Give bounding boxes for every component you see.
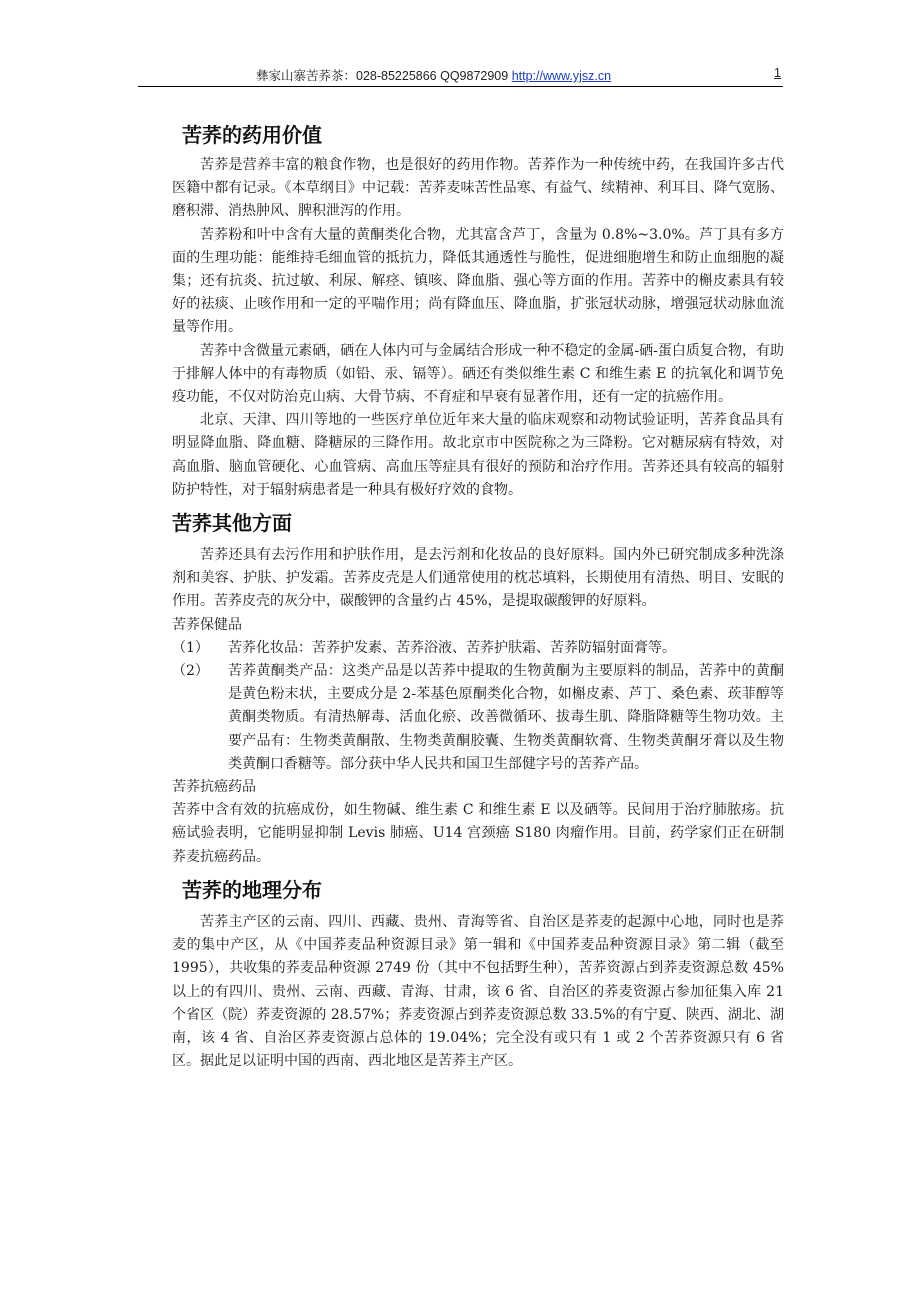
paragraph: 北京、天津、四川等地的一些医疗单位近年来大量的临床观察和动物试验证明，苦荞食品具有明显降血脂、降血糖、降糖尿的三降作用。故北京市中医院称之为三降粉。它对糖尿病有特效，对高血脂、脑血管硬化、心血管病、高血压等症具有很好的预防和治疗作用。苦荞还具有较高的辐射防护特性，对于辐射病患者是一种具有极好疗效的食物。 bbox=[172, 412, 784, 498]
section-title-other: 苦荞其他方面 bbox=[172, 511, 292, 536]
page-header bbox=[138, 66, 783, 87]
paragraph: 苦荞中含微量元素硒，硒在人体内可与金属结合形成一种不稳定的金属-硒-蛋白质复合物，有助于排解人体中的有毒物质（如铅、汞、镉等）。硒还有类似维生素 C 和维生素 E 的抗氧化和调节免疫功能，不仅对防治克山病、大骨节病、不育症和早衰有显著作用，还有一定的抗癌作用。 bbox=[172, 342, 784, 406]
paragraph: 苦荞中含有效的抗癌成份，如生物碱、维生素 C 和维生素 E 以及硒等。民间用于治疗肺脓疡。抗癌试验表明，它能明显抑制 Levis 肺癌、U14 宫颈癌 S180 肉瘤作用。目前，药学家们正在研制荞麦抗癌药品。 bbox=[172, 802, 784, 865]
list-item bbox=[172, 660, 784, 776]
header-text: 彝家山寨苦荞茶：028-85225866 QQ9872909 http://www.yjsz.cn bbox=[256, 69, 612, 83]
header-website-link[interactable]: http://www.yjsz.cn bbox=[511, 69, 612, 83]
paragraph: 苦荞还具有去污作用和护肤作用，是去污剂和化妆品的良好原料。国内外已研究制成多种洗涤剂和美容、护肤、护发霜。苦荞皮壳是人们通常使用的枕芯填料，长期使用有清热、明目、安眠的作用。苦荞皮壳的灰分中，碳酸钾的含量约占 45%，是提取碳酸钾的好原料。 bbox=[172, 547, 784, 610]
anticancer-label: 苦荞抗癌药品 bbox=[172, 779, 256, 796]
paragraph: 苦荞主产区的云南、四川、西藏、贵州、青海等省、自治区是荞麦的起源中心地，同时也是荞麦的集中产区，从《中国荞麦品种资源目录》第一辑和《中国荞麦品种资源目录》第二辑（截至 1995），共收集的荞麦品种资源 2749 份（其中不包括野生种），苦荞资源占到荞麦资源总数 45%以上的有四川、贵州、云南、西藏、青海、甘肃，该 6 省、自治区的荞麦资源占参加征集入库 21 个省区（院）荞麦资源的 28.57%；荞麦资源占到荞麦资源总数 33.5%的有宁夏、陕西、湖北、湖南，该 4 省、自治区荞麦资源占总体的 19.04%；完全没有或只有 1 或 2 个苦荞资源只有 6 省区。据此足以证明中国的西南、西北地区是苦荞主产区。 bbox=[172, 913, 784, 1070]
list-item-number: （1） bbox=[172, 639, 209, 656]
page-number: 1 bbox=[774, 66, 781, 80]
paragraph: 苦荞是营养丰富的粮食作物，也是很好的药用作物。苦荞作为一种传统中药，在我国许多古代医籍中都有记录。《本草纲目》中记载：苦荞麦味苦性品寒、有益气、续精神、利耳目、降气宽肠、磨积滞、消热肿风、脾积泄泻的作用。 bbox=[172, 157, 784, 220]
list-item-text: 苦荞黄酮类产品：这类产品是以苦荞中提取的生物黄酮为主要原料的制品，苦荞中的黄酮是黄色粉末状，主要成分是 2-苯基色原酮类化合物，如槲皮素、芦丁、桑色素、莰菲醇等黄酮类物质。有清热解毒、活血化瘀、改善微循环、拔毒生肌、降脂降糖等生物功效。主要产品有：生物类黄酮散、生物类黄酮胶囊、生物类黄酮软膏、生物类黄酮牙膏以及生物类黄酮口香糖等。部分获中华人民共和国卫生部健字号的苦荞产品。 bbox=[228, 663, 784, 772]
section-title-medicinal: 苦荞的药用价值 bbox=[182, 123, 322, 147]
document-body bbox=[172, 118, 784, 1073]
health-products-label: 苦荞保健品 bbox=[172, 616, 242, 633]
paragraph: 苦荞粉和叶中含有大量的黄酮类化合物，尤其富含芦丁，含量为 0.8%~3.0%。芦丁具有多方面的生理功能：能维持毛细血管的抵抗力，降低其通透性与脆性，促进细胞增生和防止血细胞的凝集；还有抗炎、抗过敏、利尿、解痉、镇咳、降血脂、强心等方面的作用。苦荞中的槲皮素具有较好的祛痰、止咳作用和一定的平喘作用；尚有降血压、降血脂，扩张冠状动脉，增强冠状动脉血流量等作用。 bbox=[172, 226, 784, 336]
list-item-number: （2） bbox=[172, 663, 209, 680]
list-item-text: 苦荞化妆品：苦荞护发素、苦荞浴液、苦荞护肤霜、苦荞防辐射面膏等。 bbox=[228, 639, 676, 656]
section-title-geo: 苦荞的地理分布 bbox=[182, 877, 322, 902]
list-item bbox=[172, 637, 784, 660]
health-products-list bbox=[172, 637, 784, 776]
